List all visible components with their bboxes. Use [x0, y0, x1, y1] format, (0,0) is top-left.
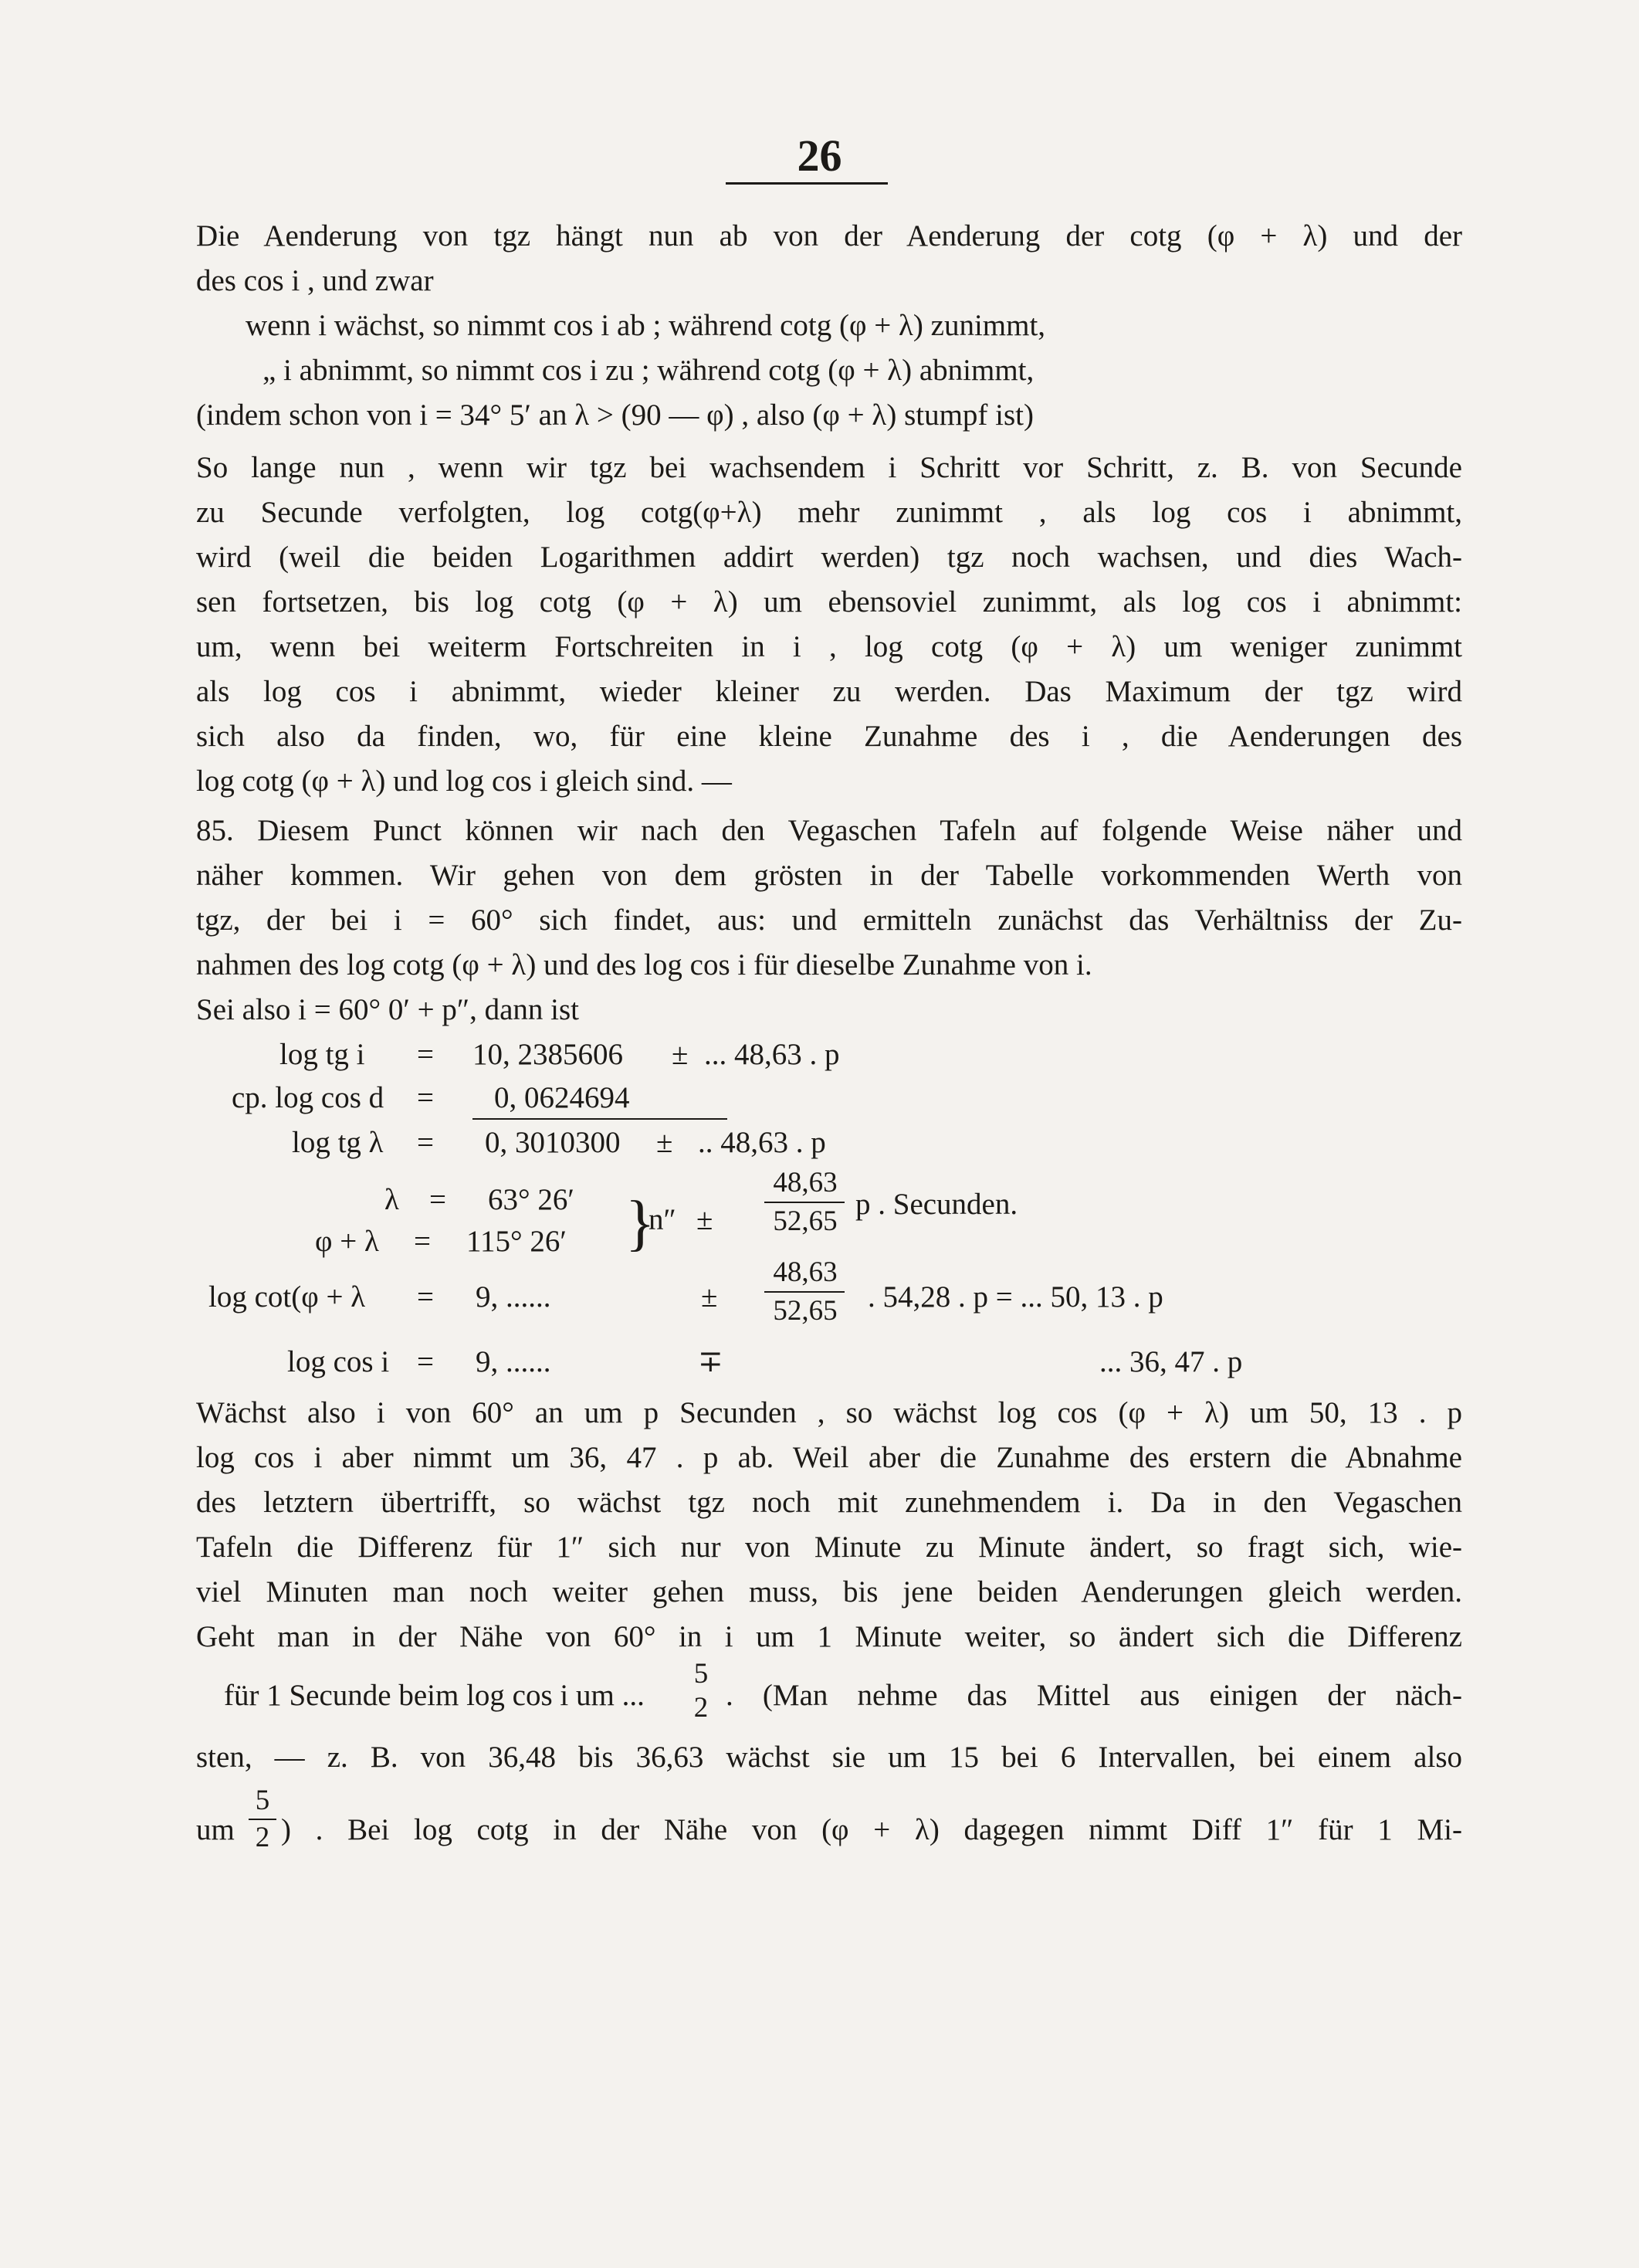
calc-tail: p . Secunden. — [855, 1188, 1018, 1221]
calc-lhs: log cos i — [287, 1345, 390, 1378]
calc-value: 9, ...... — [476, 1280, 551, 1314]
calc-eq: = — [417, 1280, 434, 1314]
calc-lhs: λ — [384, 1183, 399, 1216]
text-line: wenn i wächst, so nimmt cos i ab ; während cotg (φ + λ) zunimmt, — [246, 309, 1046, 342]
fraction-numerator: 48,63 — [773, 1167, 838, 1198]
fraction-bar — [764, 1202, 845, 1203]
calc-n: n″ — [648, 1203, 676, 1236]
text-line: Sei also i = 60° 0′ + p″, dann ist — [196, 993, 580, 1026]
text-line: Tafeln die Differenz für 1″ sich nur von Minute zu Minute ändert, so fragt sich, wie- — [196, 1531, 1462, 1564]
calc-value: 115° 26′ — [466, 1225, 567, 1258]
fraction-denominator: 52,65 — [773, 1295, 838, 1327]
calc-tail: ... 48,63 . p — [704, 1038, 840, 1071]
calc-eq: = — [417, 1126, 434, 1159]
fraction-bar — [249, 1819, 276, 1820]
calc-lhs: log tg i — [279, 1038, 365, 1071]
text-line: Wächst also i von 60° an um p Secunden , so wächst log cos (φ + λ) um 50, 13 . p — [196, 1396, 1462, 1429]
text-line: So lange nun , wenn wir tgz bei wachsendem i Schritt vor Schritt, z. B. von Secunde — [196, 451, 1462, 484]
text-line: als log cos i abnimmt, wieder kleiner zu werden. Das Maximum der tgz wird — [196, 675, 1462, 708]
text-line: näher kommen. Wir gehen von dem grösten in der Tabelle vorkommenden Werth von — [196, 859, 1462, 892]
text-line: tgz, der bei i = 60° sich findet, aus: und ermitteln zunächst das Verhältniss der Zu- — [196, 903, 1462, 937]
calc-sign: ± — [696, 1203, 713, 1236]
text-line: ) . Bei log cotg in der Nähe von (φ + λ) dagegen nimmt Diff 1″ für 1 Mi- — [281, 1813, 1462, 1846]
calc-value: 10, 2385606 — [472, 1038, 623, 1071]
calc-value: 9, ...... — [476, 1345, 551, 1378]
calc-eq: = — [417, 1038, 434, 1071]
brace: } — [625, 1189, 655, 1257]
text-line: Die Aenderung von tgz hängt nun ab von der Aenderung der cotg (φ + λ) und der — [196, 219, 1462, 253]
text-line: um — [196, 1813, 235, 1846]
text-line: wird (weil die beiden Logarithmen addirt werden) tgz noch wachsen, und dies Wach- — [196, 541, 1462, 574]
calc-lhs: φ + λ — [315, 1225, 379, 1258]
calc-value: 63° 26′ — [488, 1183, 574, 1216]
calc-sign: ± — [656, 1126, 673, 1159]
text-line: log cos i aber nimmt um 36, 47 . p ab. Weil aber die Zunahme des erstern die Abnahme — [196, 1441, 1462, 1474]
fraction-numerator: 5 — [693, 1658, 709, 1690]
text-line: nahmen des log cotg (φ + λ) und des log cos i für dieselbe Zunahme von i. — [196, 948, 1092, 981]
calc-sign: ∓ — [698, 1345, 723, 1378]
fraction-bar — [764, 1291, 845, 1293]
fraction-denominator: 2 — [693, 1692, 709, 1724]
page-number: 26 — [797, 131, 842, 181]
calc-eq: = — [414, 1225, 431, 1258]
calc-tail: .. 48,63 . p — [698, 1126, 826, 1159]
calc-lhs: log cot(φ + λ — [208, 1280, 366, 1314]
fraction-denominator: 2 — [255, 1822, 270, 1853]
calc-tail: . 54,28 . p = ... 50, 13 . p — [868, 1280, 1163, 1314]
text-line: log cotg (φ + λ) und log cos i gleich sind. — — [196, 764, 732, 798]
text-line: sen fortsetzen, bis log cotg (φ + λ) um ebensoviel zunimmt, als log cos i abnimmt: — [196, 585, 1462, 619]
text-line: viel Minuten man noch weiter gehen muss, bis jene beiden Aenderungen gleich werden. — [196, 1575, 1462, 1609]
fraction-numerator: 5 — [255, 1785, 270, 1816]
calc-sign: ± — [701, 1280, 718, 1314]
text-line: 85. Diesem Punct können wir nach den Vegaschen Tafeln auf folgende Weise näher und — [196, 814, 1462, 847]
header-rule — [726, 182, 888, 185]
calc-lhs: log tg λ — [292, 1126, 384, 1159]
calc-eq: = — [417, 1081, 434, 1114]
calc-eq: = — [429, 1183, 446, 1216]
text-line: sten, — z. B. von 36,48 bis 36,63 wächst sie um 15 bei 6 Intervallen, bei einem also — [196, 1741, 1462, 1774]
text-line: „ i abnimmt, so nimmt cos i zu ; während cotg (φ + λ) abnimmt, — [262, 354, 1035, 387]
calc-value: 0, 3010300 — [485, 1126, 621, 1159]
fraction-numerator: 48,63 — [773, 1256, 838, 1288]
text-line: um, wenn bei weiterm Fortschreiten in i , log cotg (φ + λ) um weniger zunimmt — [196, 630, 1462, 663]
calc-sign: ± — [672, 1038, 689, 1071]
text-line: . (Man nehme das Mittel aus einigen der näch- — [726, 1679, 1462, 1712]
calc-eq: = — [417, 1345, 434, 1378]
text-line: für 1 Secunde beim log cos i um ... — [224, 1679, 645, 1712]
text-line: (indem schon von i = 34° 5′ an λ > (90 — φ) , also (φ + λ) stumpf ist) — [196, 398, 1034, 432]
text-line: Geht man in der Nähe von 60° in i um 1 Minute weiter, so ändert sich die Differenz — [196, 1620, 1462, 1653]
text-line: des letztern übertrifft, so wächst tgz noch mit zunehmendem i. Da in den Vegaschen — [196, 1486, 1462, 1519]
fraction-denominator: 52,65 — [773, 1205, 838, 1237]
text-line: sich also da finden, wo, für eine kleine Zunahme des i , die Aenderungen des — [196, 720, 1462, 753]
calc-tail: ... 36, 47 . p — [1099, 1345, 1243, 1378]
calc-lhs: cp. log cos d — [232, 1081, 384, 1114]
text-line: des cos i , und zwar — [196, 264, 434, 297]
sum-rule — [472, 1118, 727, 1120]
calc-value: 0, 0624694 — [494, 1081, 630, 1114]
text-line: zu Secunde verfolgten, log cotg(φ+λ) mehr zunimmt , als log cos i abnimmt, — [196, 496, 1462, 529]
